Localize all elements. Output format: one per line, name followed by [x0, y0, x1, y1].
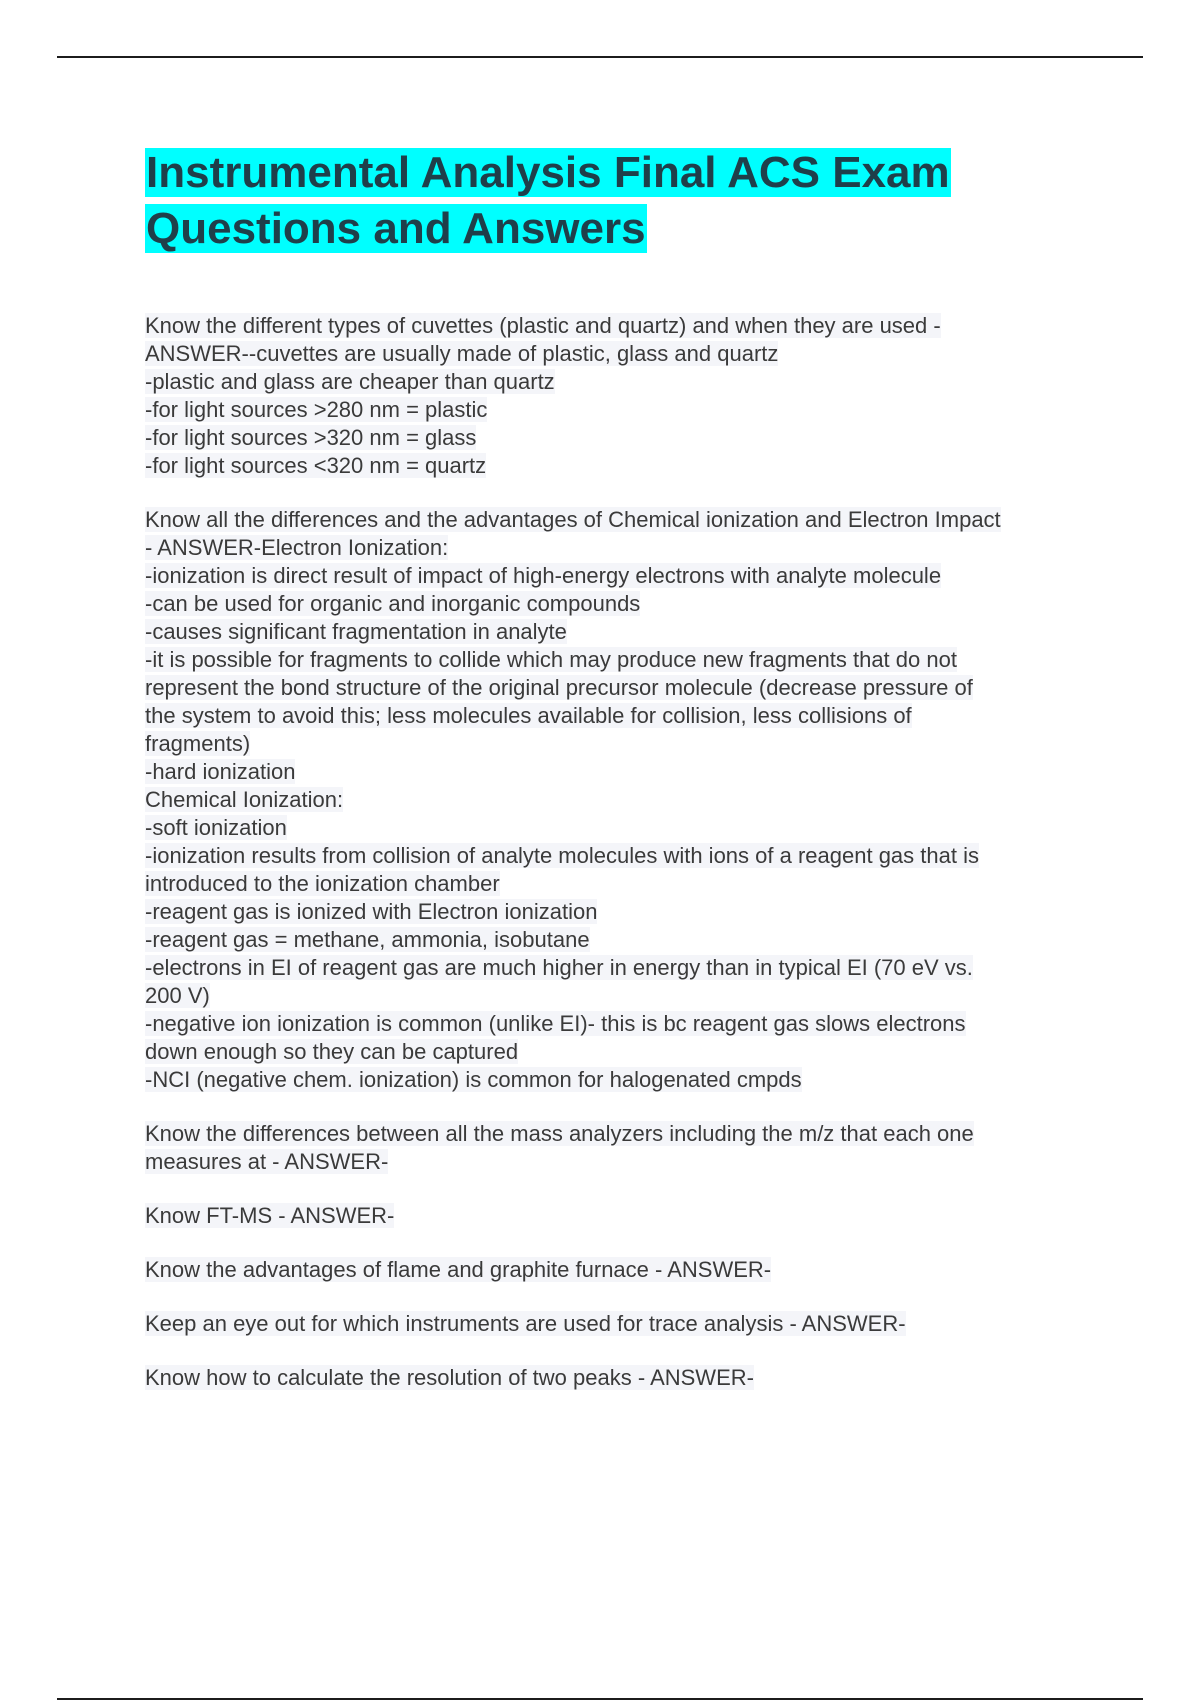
- qa-line-text: -causes significant fragmentation in analyte: [145, 619, 567, 644]
- qa-item: [145, 1364, 1095, 1392]
- qa-line: [145, 590, 1095, 618]
- qa-line-text: -NCI (negative chem. ionization) is common for halogenated cmpds: [145, 1067, 802, 1092]
- qa-line-text: Know the different types of cuvettes (plastic and quartz) and when they are used -: [145, 313, 941, 338]
- qa-line-text: Know how to calculate the resolution of two peaks - ANSWER-: [145, 1365, 754, 1390]
- qa-line: [145, 702, 1095, 730]
- qa-line: [145, 534, 1095, 562]
- qa-line: [145, 1202, 1095, 1230]
- qa-line-text: -can be used for organic and inorganic compounds: [145, 591, 641, 616]
- document-body: [145, 312, 1095, 1418]
- qa-item: [145, 1310, 1095, 1338]
- page-title-line-1: Instrumental Analysis Final ACS Exam: [146, 148, 950, 197]
- qa-line: [145, 1364, 1095, 1392]
- top-rule: [57, 56, 1143, 58]
- page-title-line-2: Questions and Answers: [146, 204, 646, 253]
- qa-line: [145, 1066, 1095, 1094]
- qa-line: [145, 898, 1095, 926]
- qa-line-text: -electrons in EI of reagent gas are much higher in energy than in typical EI (70 eV vs.: [145, 955, 973, 980]
- qa-item: [145, 1256, 1095, 1284]
- qa-line: [145, 396, 1095, 424]
- qa-line-text: -soft ionization: [145, 815, 287, 840]
- qa-line: [145, 340, 1095, 368]
- qa-line: [145, 618, 1095, 646]
- qa-line-text: -for light sources >320 nm = glass: [145, 425, 477, 450]
- qa-line-text: Know FT-MS - ANSWER-: [145, 1203, 395, 1228]
- qa-line-text: fragments): [145, 731, 251, 756]
- qa-line: [145, 1310, 1095, 1338]
- qa-line-text: -it is possible for fragments to collide which may produce new fragments that do not: [145, 647, 957, 672]
- qa-line: [145, 674, 1095, 702]
- qa-line: [145, 1120, 1095, 1148]
- qa-line: [145, 786, 1095, 814]
- qa-line-text: Keep an eye out for which instruments are used for trace analysis - ANSWER-: [145, 1311, 906, 1336]
- qa-line-text: the system to avoid this; less molecules available for collision, less collisions of: [145, 703, 912, 728]
- qa-line-text: 200 V): [145, 983, 210, 1008]
- qa-line: [145, 424, 1095, 452]
- qa-line: [145, 562, 1095, 590]
- qa-line: [145, 506, 1095, 534]
- qa-line: [145, 1038, 1095, 1066]
- qa-line-text: -plastic and glass are cheaper than quartz: [145, 369, 555, 394]
- qa-line-text: -negative ion ionization is common (unlike EI)- this is bc reagent gas slows electrons: [145, 1011, 966, 1036]
- qa-item: [145, 1202, 1095, 1230]
- qa-line-text: -ionization results from collision of analyte molecules with ions of a reagent gas that is: [145, 843, 979, 868]
- qa-line-text: introduced to the ionization chamber: [145, 871, 500, 896]
- qa-line-text: -reagent gas is ionized with Electron ionization: [145, 899, 598, 924]
- qa-line: [145, 926, 1095, 954]
- qa-line: [145, 814, 1095, 842]
- qa-line-text: down enough so they can be captured: [145, 1039, 519, 1064]
- qa-line: [145, 1256, 1095, 1284]
- qa-line-text: Chemical Ionization:: [145, 787, 344, 812]
- qa-line: [145, 312, 1095, 340]
- qa-line: [145, 842, 1095, 870]
- qa-line-text: Know all the differences and the advantages of Chemical ionization and Electron Impact: [145, 507, 1001, 532]
- qa-item: [145, 506, 1095, 1094]
- qa-item: [145, 1120, 1095, 1176]
- qa-line: [145, 1148, 1095, 1176]
- qa-line: [145, 368, 1095, 396]
- qa-line: [145, 954, 1095, 982]
- qa-line-text: - ANSWER-Electron Ionization:: [145, 535, 449, 560]
- qa-line: [145, 452, 1095, 480]
- qa-item: [145, 312, 1095, 480]
- qa-line-text: Know the differences between all the mass analyzers including the m/z that each one: [145, 1121, 974, 1146]
- qa-line: [145, 646, 1095, 674]
- qa-line-text: represent the bond structure of the original precursor molecule (decrease pressure of: [145, 675, 973, 700]
- qa-line: [145, 982, 1095, 1010]
- qa-line: [145, 730, 1095, 758]
- qa-line-text: measures at - ANSWER-: [145, 1149, 389, 1174]
- qa-line-text: -hard ionization: [145, 759, 296, 784]
- qa-line-text: -ionization is direct result of impact of high-energy electrons with analyte molecule: [145, 563, 942, 588]
- page-title: [145, 145, 1085, 257]
- qa-line: [145, 1010, 1095, 1038]
- qa-line-text: ANSWER--cuvettes are usually made of plastic, glass and quartz: [145, 341, 779, 366]
- qa-line: [145, 870, 1095, 898]
- qa-line: [145, 758, 1095, 786]
- qa-line-text: Know the advantages of flame and graphite furnace - ANSWER-: [145, 1257, 772, 1282]
- qa-line-text: -for light sources >280 nm = plastic: [145, 397, 488, 422]
- qa-line-text: -for light sources <320 nm = quartz: [145, 453, 487, 478]
- qa-line-text: -reagent gas = methane, ammonia, isobutane: [145, 927, 590, 952]
